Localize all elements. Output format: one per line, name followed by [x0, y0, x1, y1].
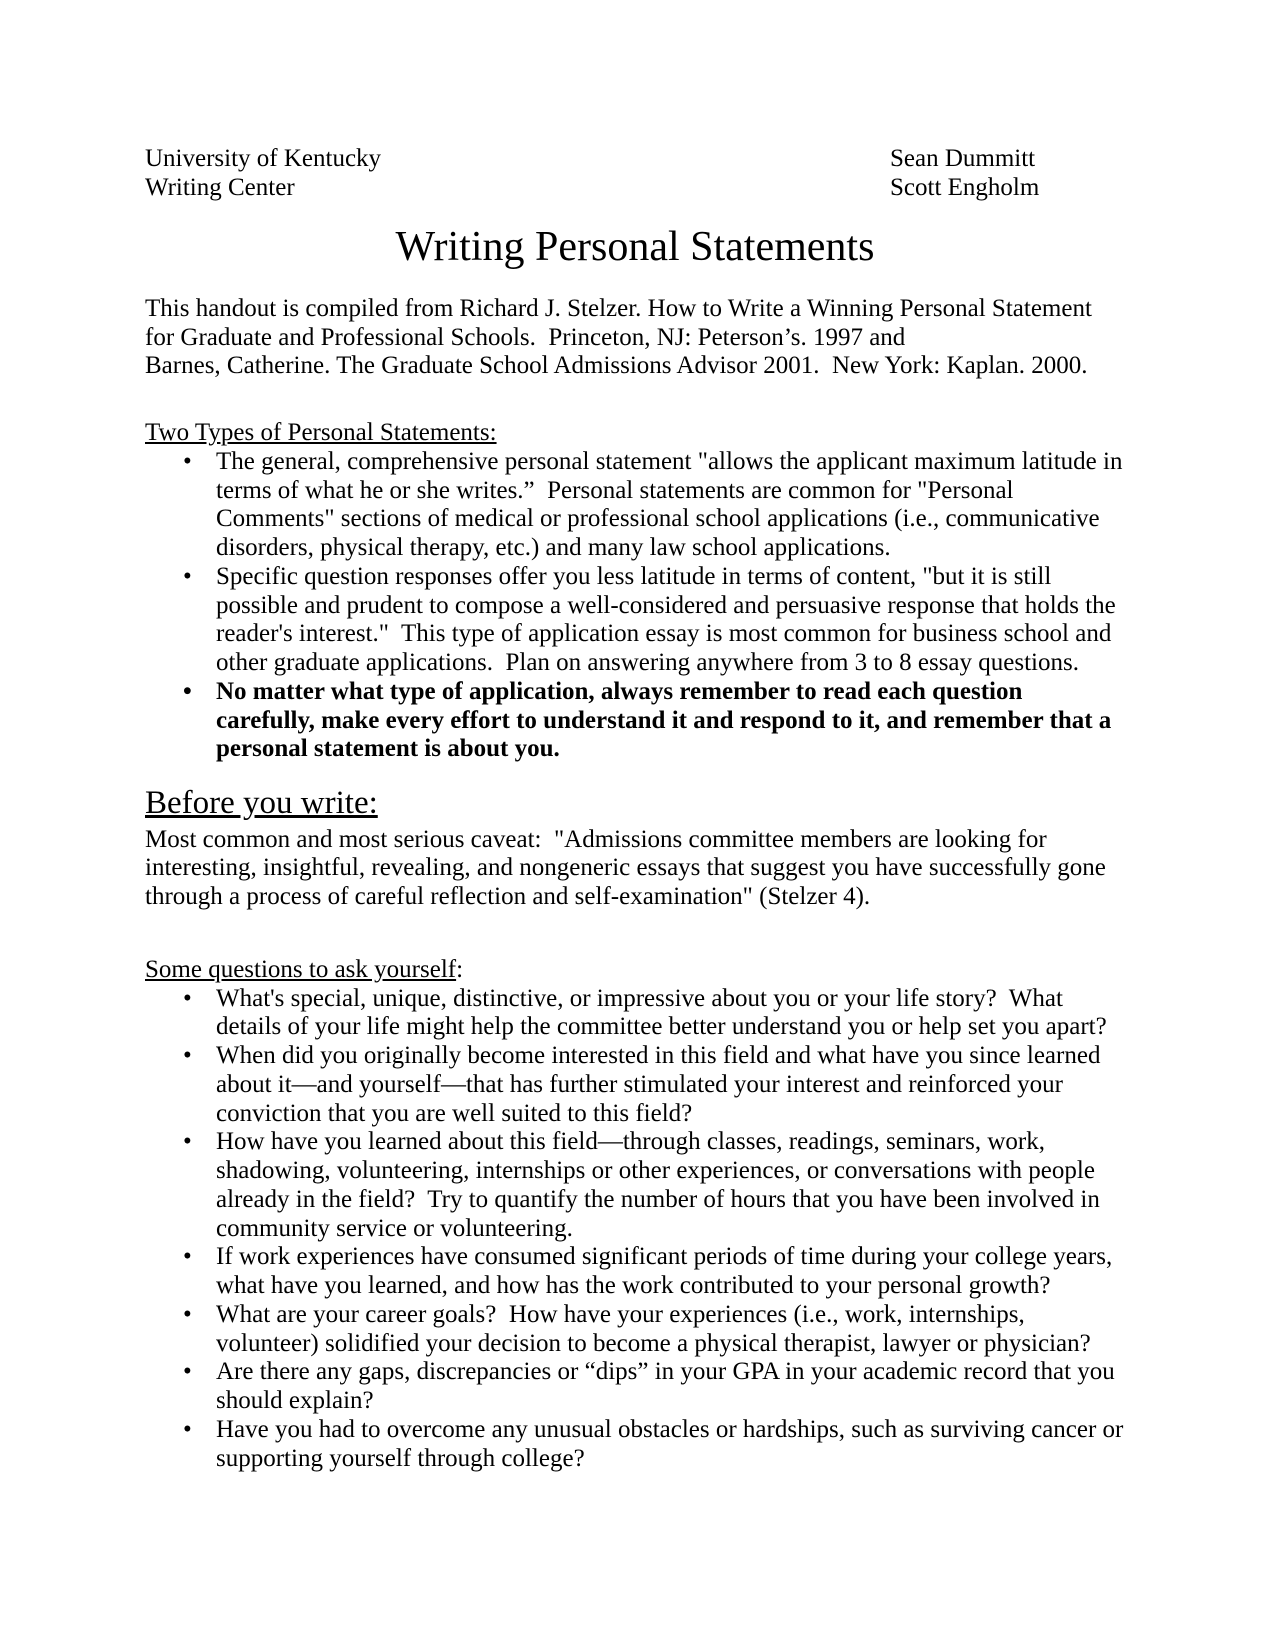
list-item: • When did you originally become interested in this field and what have you since learned about it—and yourself—that has further stimulated your interest and reinforced your conviction that you are well suited to this field? [145, 1042, 1125, 1128]
list-item: • No matter what type of application, always remember to read each question carefully, make every effort to understand it and respond to it, and remember that a personal statement is about you. [145, 678, 1125, 764]
list-item: • Are there any gaps, discrepancies or “dips” in your GPA in your academic record that you should explain? [145, 1358, 1125, 1416]
header-org-name: University of Kentucky [145, 145, 382, 172]
two-types-heading: Two Types of Personal Statements: [145, 419, 497, 447]
list-item: • What are your career goals? How have your experiences (i.e., work, internships, volunteer) solidified your decision to become a physical therapist, lawyer or physician? [145, 1301, 1125, 1359]
list-item: • Have you had to overcome any unusual obstacles or hardships, such as surviving cancer or supporting yourself through college? [145, 1416, 1125, 1474]
list-item: • Specific question responses offer you less latitude in terms of content, "but it is still possible and prudent to compose a well-considered and persuasive response that holds the reader's interest." This type of application essay is most common for business school and other graduate applications. Plan on answering anywhere from 3 to 8 essay questions. [145, 563, 1125, 678]
header-right-block [890, 145, 1125, 203]
caveat-paragraph: Most common and most serious caveat: "Admissions committee members are looking for interesting, insightful, revealing, and nongeneric essays that suggest you have successfully gone through a process of careful reflection and self-examination" (Stelzer 4). [145, 825, 1113, 911]
intro-line-1: This handout is compiled from Richard J. Stelzer. How to Write a Winning Personal Statement [145, 294, 1092, 322]
header-author-2: Scott Engholm [890, 173, 1040, 201]
header-author-1: Sean Dummitt [890, 145, 1036, 172]
intro-line-3: Barnes, Catherine. The Graduate School Admissions Advisor 2001. New York: Kaplan. 2000. [145, 352, 1088, 380]
intro-paragraph [145, 295, 1125, 381]
questions-heading-colon: : [456, 955, 464, 983]
page-title: Writing Personal Statements [395, 223, 875, 270]
document-header [145, 145, 1125, 203]
two-types-list [145, 447, 1129, 764]
before-you-write-heading: Before you write: [145, 785, 378, 822]
list-item: • The general, comprehensive personal statement "allows the applicant maximum latitude in terms of what he or she writes.” Personal statements are common for "Personal Comments" sections of medical or professional school applications (i.e., communicative disorders, physical therapy, etc.) and many law school applications. [145, 448, 1125, 563]
list-item: • If work experiences have consumed significant periods of time during your college years, what have you learned, and how has the work contributed to your personal growth? [145, 1243, 1125, 1301]
questions-list [145, 984, 1130, 1474]
intro-line-2: for Graduate and Professional Schools. Princeton, NJ: Peterson’s. 1997 and [145, 323, 906, 351]
header-dept-name: Writing Center [145, 173, 295, 201]
list-item: • What's special, unique, distinctive, or impressive about you or your life story? What details of your life might help the committee better understand you or help set you apart? [145, 985, 1125, 1043]
questions-heading: Some questions to ask yourself: [145, 955, 464, 983]
header-left-block [145, 145, 381, 203]
list-item: • How have you learned about this field—through classes, readings, seminars, work, shadowing, volunteering, internships or other experiences, or conversations with people already in the field? Try to quantify the number of hours that you have been involved in community service or volunteering. [145, 1128, 1125, 1243]
